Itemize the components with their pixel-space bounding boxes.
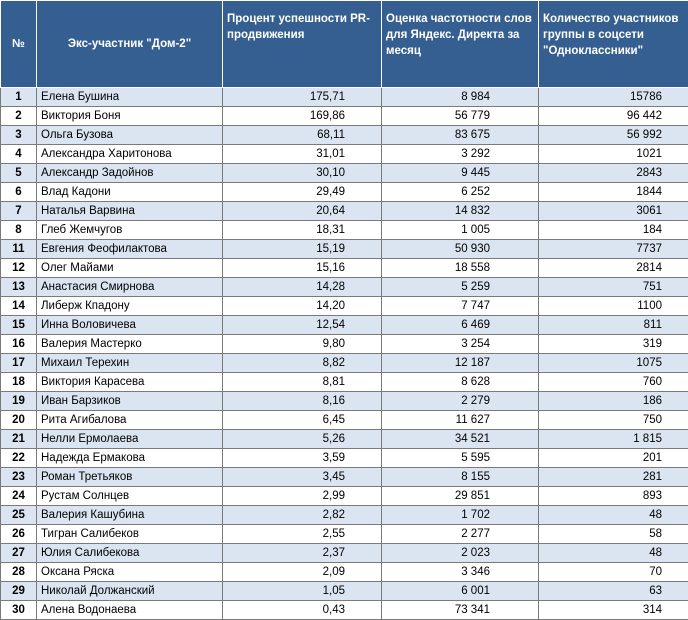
participant-name: Рустам Солнцев	[37, 487, 223, 506]
row-number: 19	[1, 392, 37, 411]
row-number: 4	[1, 145, 37, 164]
row-number: 8	[1, 221, 37, 240]
participant-name: Рита Агибалова	[37, 411, 223, 430]
participant-name: Глеб Жемчугов	[37, 221, 223, 240]
ok-members-count: 319	[539, 335, 688, 354]
yandex-frequency: 1 702	[382, 506, 539, 525]
table-row	[1, 411, 688, 430]
table-row	[1, 240, 688, 259]
row-number: 29	[1, 582, 37, 601]
pr-success-percent: 8,82	[223, 354, 382, 373]
ok-members-count: 70	[539, 563, 688, 582]
pr-success-percent: 175,71	[223, 88, 382, 107]
ok-members-count: 58	[539, 525, 688, 544]
ok-members-count: 48	[539, 506, 688, 525]
yandex-frequency: 5 259	[382, 278, 539, 297]
pr-success-percent: 9,80	[223, 335, 382, 354]
pr-success-percent: 1,05	[223, 582, 382, 601]
row-number: 3	[1, 126, 37, 145]
pr-success-percent: 6,45	[223, 411, 382, 430]
row-number: 2	[1, 107, 37, 126]
ok-members-count: 3061	[539, 202, 688, 221]
ok-members-count: 2843	[539, 164, 688, 183]
pr-success-percent: 30,10	[223, 164, 382, 183]
table-row	[1, 202, 688, 221]
header-ok-members: Количество участников группы в соцсети "Одноклассники"	[539, 1, 688, 88]
pr-success-percent: 18,31	[223, 221, 382, 240]
yandex-frequency: 6 469	[382, 316, 539, 335]
ok-members-count: 184	[539, 221, 688, 240]
ok-members-count: 201	[539, 449, 688, 468]
table-row	[1, 316, 688, 335]
yandex-frequency: 2 279	[382, 392, 539, 411]
table-row	[1, 601, 688, 620]
table-row	[1, 373, 688, 392]
ok-members-count: 750	[539, 411, 688, 430]
participant-name: Михаил Терехин	[37, 354, 223, 373]
yandex-frequency: 9 445	[382, 164, 539, 183]
pr-success-percent: 8,81	[223, 373, 382, 392]
pr-success-percent: 31,01	[223, 145, 382, 164]
pr-success-percent: 169,86	[223, 107, 382, 126]
row-number: 11	[1, 240, 37, 259]
table-row	[1, 259, 688, 278]
ok-members-count: 1021	[539, 145, 688, 164]
pr-success-percent: 2,37	[223, 544, 382, 563]
table-row	[1, 88, 688, 107]
pr-success-percent: 15,19	[223, 240, 382, 259]
participant-name: Виктория Боня	[37, 107, 223, 126]
participant-name: Александр Задойнов	[37, 164, 223, 183]
pr-success-percent: 8,16	[223, 392, 382, 411]
participant-name: Александра Харитонова	[37, 145, 223, 164]
ok-members-count: 811	[539, 316, 688, 335]
ok-members-count: 63	[539, 582, 688, 601]
participant-name: Елена Бушина	[37, 88, 223, 107]
yandex-frequency: 2 023	[382, 544, 539, 563]
table-row	[1, 487, 688, 506]
yandex-frequency: 1 005	[382, 221, 539, 240]
ok-members-count: 15786	[539, 88, 688, 107]
yandex-frequency: 3 346	[382, 563, 539, 582]
table-body	[1, 88, 688, 620]
pr-success-percent: 14,28	[223, 278, 382, 297]
header-number: №	[1, 1, 37, 88]
participant-name: Оксана Ряска	[37, 563, 223, 582]
table-row	[1, 126, 688, 145]
row-number: 5	[1, 164, 37, 183]
table-row	[1, 468, 688, 487]
row-number: 30	[1, 601, 37, 620]
header-row	[1, 1, 688, 88]
header-participant: Экс-участник "Дом-2"	[37, 1, 223, 88]
table-row	[1, 164, 688, 183]
yandex-frequency: 2 277	[382, 525, 539, 544]
pr-success-percent: 29,49	[223, 183, 382, 202]
row-number: 1	[1, 88, 37, 107]
row-number: 18	[1, 373, 37, 392]
participant-name: Тигран Салибеков	[37, 525, 223, 544]
table-row	[1, 354, 688, 373]
pr-success-percent: 3,45	[223, 468, 382, 487]
participant-name: Инна Воловичева	[37, 316, 223, 335]
pr-success-percent: 12,54	[223, 316, 382, 335]
yandex-frequency: 6 252	[382, 183, 539, 202]
table-row	[1, 107, 688, 126]
ok-members-count: 751	[539, 278, 688, 297]
yandex-frequency: 12 187	[382, 354, 539, 373]
yandex-frequency: 5 595	[382, 449, 539, 468]
pr-success-percent: 5,26	[223, 430, 382, 449]
table-row	[1, 582, 688, 601]
row-number: 26	[1, 525, 37, 544]
row-number: 7	[1, 202, 37, 221]
ok-members-count: 314	[539, 601, 688, 620]
ok-members-count: 1100	[539, 297, 688, 316]
pr-success-percent: 14,20	[223, 297, 382, 316]
row-number: 20	[1, 411, 37, 430]
yandex-frequency: 7 747	[382, 297, 539, 316]
participant-name: Юлия Салибекова	[37, 544, 223, 563]
pr-success-percent: 68,11	[223, 126, 382, 145]
pr-success-percent: 2,99	[223, 487, 382, 506]
yandex-frequency: 8 155	[382, 468, 539, 487]
table-row	[1, 430, 688, 449]
participant-name: Валерия Кашубина	[37, 506, 223, 525]
pr-success-percent: 20,64	[223, 202, 382, 221]
row-number: 24	[1, 487, 37, 506]
yandex-frequency: 34 521	[382, 430, 539, 449]
yandex-frequency: 18 558	[382, 259, 539, 278]
ok-members-count: 2814	[539, 259, 688, 278]
participant-name: Надежда Ермакова	[37, 449, 223, 468]
ok-members-count: 760	[539, 373, 688, 392]
yandex-frequency: 6 001	[382, 582, 539, 601]
table-row	[1, 278, 688, 297]
ok-members-count: 48	[539, 544, 688, 563]
participant-name: Наталья Варвина	[37, 202, 223, 221]
yandex-frequency: 11 627	[382, 411, 539, 430]
row-number: 14	[1, 297, 37, 316]
participant-name: Влад Кадони	[37, 183, 223, 202]
row-number: 28	[1, 563, 37, 582]
table-row	[1, 221, 688, 240]
ok-members-count: 56 992	[539, 126, 688, 145]
participant-name: Ольга Бузова	[37, 126, 223, 145]
yandex-frequency: 14 832	[382, 202, 539, 221]
ok-members-count: 1 815	[539, 430, 688, 449]
row-number: 23	[1, 468, 37, 487]
table-row	[1, 145, 688, 164]
row-number: 13	[1, 278, 37, 297]
yandex-frequency: 8 984	[382, 88, 539, 107]
table-row	[1, 506, 688, 525]
row-number: 25	[1, 506, 37, 525]
table-row	[1, 544, 688, 563]
ok-members-count: 1075	[539, 354, 688, 373]
participant-name: Анастасия Смирнова	[37, 278, 223, 297]
table-row	[1, 563, 688, 582]
participant-name: Олег Майами	[37, 259, 223, 278]
yandex-frequency: 50 930	[382, 240, 539, 259]
row-number: 16	[1, 335, 37, 354]
row-number: 12	[1, 259, 37, 278]
row-number: 22	[1, 449, 37, 468]
ok-members-count: 281	[539, 468, 688, 487]
participant-name: Евгения Феофилактова	[37, 240, 223, 259]
table-row	[1, 449, 688, 468]
participant-name: Иван Барзиков	[37, 392, 223, 411]
row-number: 17	[1, 354, 37, 373]
participant-name: Нелли Ермолаева	[37, 430, 223, 449]
pr-success-percent: 2,55	[223, 525, 382, 544]
participant-name: Либерж Кпадону	[37, 297, 223, 316]
row-number: 21	[1, 430, 37, 449]
pr-success-percent: 2,09	[223, 563, 382, 582]
ok-members-count: 96 442	[539, 107, 688, 126]
pr-success-percent: 2,82	[223, 506, 382, 525]
ok-members-count: 7737	[539, 240, 688, 259]
yandex-frequency: 73 341	[382, 601, 539, 620]
yandex-frequency: 8 628	[382, 373, 539, 392]
ok-members-count: 186	[539, 392, 688, 411]
table-row	[1, 525, 688, 544]
participant-name: Виктория Карасева	[37, 373, 223, 392]
yandex-frequency: 83 675	[382, 126, 539, 145]
table-row	[1, 335, 688, 354]
participant-name: Роман Третьяков	[37, 468, 223, 487]
yandex-frequency: 56 779	[382, 107, 539, 126]
ok-members-count: 893	[539, 487, 688, 506]
pr-success-percent: 0,43	[223, 601, 382, 620]
yandex-frequency: 3 292	[382, 145, 539, 164]
pr-success-percent: 15,16	[223, 259, 382, 278]
ok-members-count: 1844	[539, 183, 688, 202]
header-pr-success: Процент успешности PR-продвижения	[223, 1, 382, 88]
table-row	[1, 392, 688, 411]
participant-name: Алена Водонаева	[37, 601, 223, 620]
pr-success-percent: 3,59	[223, 449, 382, 468]
row-number: 6	[1, 183, 37, 202]
participant-name: Николай Должанский	[37, 582, 223, 601]
table-row	[1, 297, 688, 316]
yandex-frequency: 3 254	[382, 335, 539, 354]
row-number: 15	[1, 316, 37, 335]
table-row	[1, 183, 688, 202]
header-yandex-frequency: Оценка частотности слов для Яндекс. Директа за месяц	[382, 1, 539, 88]
yandex-frequency: 29 851	[382, 487, 539, 506]
row-number: 27	[1, 544, 37, 563]
participant-name: Валерия Мастерко	[37, 335, 223, 354]
